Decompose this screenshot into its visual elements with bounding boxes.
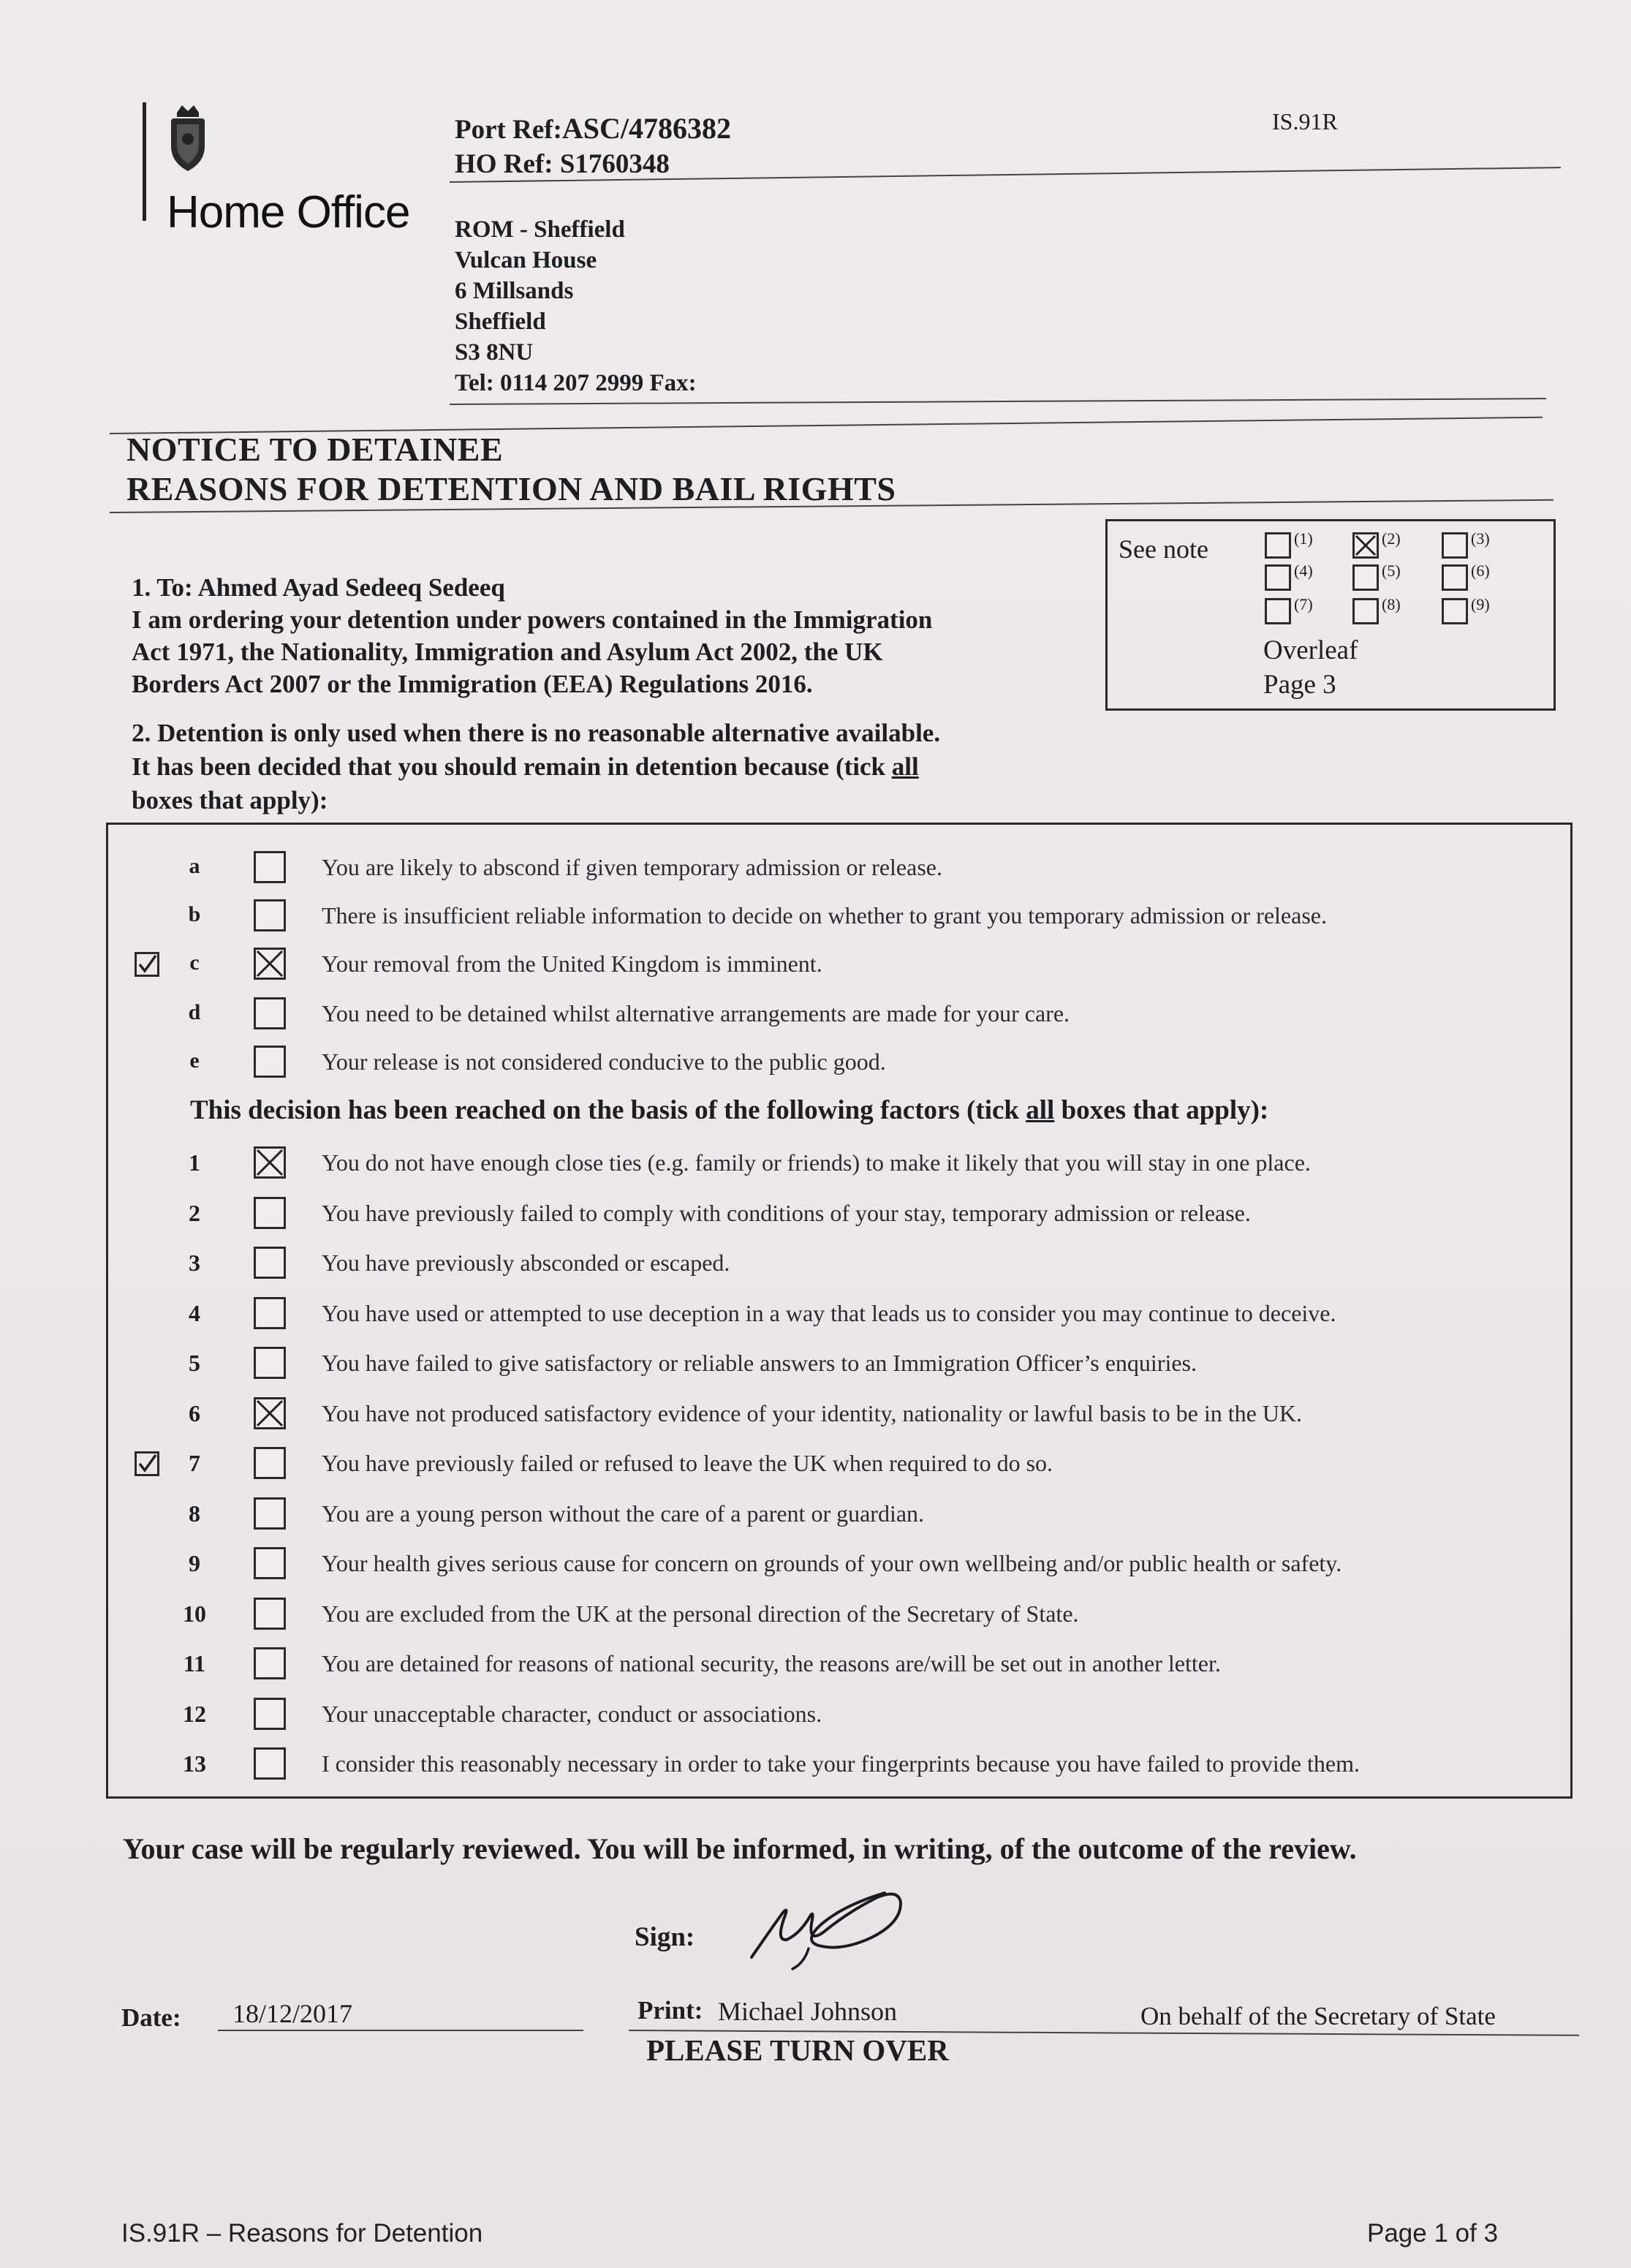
factors-key: 3 — [189, 1250, 200, 1276]
see-note-checkbox[interactable] — [1352, 564, 1379, 591]
factors-heading: This decision has been reached on the basis of the following factors (tick all boxes that apply): — [190, 1095, 1269, 1125]
factors-text: Your health gives serious cause for concern on grounds of your own wellbeing and/or public health or safety. — [322, 1550, 1342, 1576]
factors-key: 13 — [183, 1750, 206, 1777]
reasons-text: You need to be detained whilst alternative arrangements are made for your care. — [322, 1000, 1070, 1027]
reasons-text: There is insufficient reliable information to decide on whether to grant you temporary admission or release. — [322, 902, 1327, 929]
address-line-2: Vulcan House — [455, 247, 597, 273]
notice-subtitle: REASONS FOR DETENTION AND BAIL RIGHTS — [126, 470, 896, 507]
factors-text: You have previously failed or refused to leave the UK when required to do so. — [322, 1450, 1053, 1476]
factors-text: I consider this reasonably necessary in order to take your fingerprints because you have failed to provide them. — [322, 1750, 1360, 1777]
royal-crest-icon — [162, 102, 213, 175]
reasons-key: b — [188, 902, 201, 926]
address-telephone: Tel: 0114 207 2999 Fax: — [455, 370, 697, 396]
factors-checkbox[interactable] — [254, 1247, 286, 1279]
factors-checkbox[interactable] — [254, 1447, 286, 1479]
cross-mark-icon — [256, 950, 284, 978]
section2-line-1: 2. Detention is only used when there is no reasonable alternative available. — [132, 719, 941, 747]
see-note-checkbox[interactable] — [1442, 532, 1468, 559]
reasons-checkbox[interactable] — [254, 1046, 286, 1078]
see-note-overleaf: Overleaf — [1263, 635, 1358, 665]
tick-mark-icon — [137, 954, 157, 975]
on-behalf-text: On behalf of the Secretary of State — [1140, 2002, 1496, 2030]
address-line-3: 6 Millsands — [455, 278, 574, 304]
see-note-number: (1) — [1294, 529, 1313, 548]
factors-checkbox[interactable] — [254, 1297, 286, 1329]
factors-key: 6 — [189, 1400, 200, 1426]
see-note-number: (3) — [1471, 529, 1490, 548]
print-name: Michael Johnson — [718, 1997, 897, 2026]
detention-powers-line-1: I am ordering your detention under powers contained in the Immigration — [132, 605, 933, 634]
cross-mark-icon — [1355, 534, 1377, 556]
factors-text: You have previously failed to comply with conditions of your stay, temporary admission or release. — [322, 1200, 1251, 1226]
factors-text: You have previously absconded or escaped. — [322, 1250, 730, 1276]
factors-text: You have failed to give satisfactory or reliable answers to an Immigration Officer’s enquiries. — [322, 1350, 1197, 1376]
factors-checkbox[interactable] — [254, 1197, 286, 1229]
reasons-text: Your release is not considered conducive to the public good. — [322, 1048, 886, 1075]
crest-rule — [143, 102, 146, 221]
see-note-checkbox[interactable] — [1265, 598, 1291, 624]
factors-key: 1 — [189, 1149, 200, 1176]
see-note-number: (8) — [1382, 595, 1401, 613]
factors-key: 11 — [183, 1650, 206, 1677]
port-ref: Port Ref:ASC/4786382 — [455, 112, 732, 145]
print-label: Print: — [637, 1996, 703, 2025]
see-note-checkbox[interactable] — [1352, 598, 1379, 624]
sign-label: Sign: — [635, 1922, 695, 1952]
factors-checkbox[interactable] — [254, 1598, 286, 1630]
factors-text: You have not produced satisfactory evidence of your identity, nationality or lawful basis to be in the UK. — [322, 1400, 1303, 1426]
recipient-line: 1. To: Ahmed Ayad Sedeeq Sedeeq — [132, 573, 505, 602]
factors-key: 9 — [189, 1550, 200, 1576]
see-note-checkbox[interactable] — [1442, 598, 1468, 624]
factors-checkbox[interactable] — [254, 1698, 286, 1730]
factors-checkbox[interactable] — [254, 1547, 286, 1579]
detention-powers-line-3: Borders Act 2007 or the Immigration (EEA) Regulations 2016. — [132, 670, 813, 698]
factors-key: 10 — [183, 1600, 206, 1627]
turn-over-notice: PLEASE TURN OVER — [646, 2033, 949, 2067]
address-line-1: ROM - Sheffield — [455, 216, 625, 243]
footer-page-number: Page 1 of 3 — [1367, 2219, 1499, 2248]
reasons-text: Your removal from the United Kingdom is imminent. — [322, 950, 822, 977]
see-note-number: (9) — [1471, 595, 1490, 613]
review-notice: Your case will be regularly reviewed. You will be informed, in writing, of the outcome of the review. — [123, 1832, 1357, 1865]
factors-checkbox[interactable] — [254, 1397, 286, 1429]
address-line-5: S3 8NU — [455, 339, 534, 366]
tick-mark-icon — [137, 1454, 157, 1474]
factors-checkbox[interactable] — [254, 1497, 286, 1530]
factors-text: You have used or attempted to use deception in a way that leads us to consider you may continue to deceive. — [322, 1300, 1336, 1326]
reasons-checkbox[interactable] — [254, 997, 286, 1029]
organisation-name: Home Office — [167, 187, 410, 238]
factors-text: You are detained for reasons of national security, the reasons are/will be set out in another letter. — [322, 1650, 1221, 1677]
ho-ref: HO Ref: S1760348 — [455, 149, 670, 179]
reasons-checkbox[interactable] — [254, 899, 286, 931]
see-note-number: (5) — [1382, 562, 1401, 580]
address-rule — [450, 398, 1546, 405]
reasons-text: You are likely to abscond if given temporary admission or release. — [322, 854, 942, 880]
see-note-page-ref: Page 3 — [1263, 670, 1336, 700]
cross-mark-icon — [256, 1149, 284, 1176]
reasons-key: d — [188, 1000, 201, 1024]
factors-text: You are excluded from the UK at the personal direction of the Secretary of State. — [322, 1600, 1079, 1627]
factors-checkbox[interactable] — [254, 1647, 286, 1679]
see-note-number: (2) — [1382, 529, 1401, 548]
see-note-number: (4) — [1294, 562, 1313, 580]
reasons-checkbox[interactable] — [254, 948, 286, 980]
address-line-4: Sheffield — [455, 309, 546, 335]
see-note-checkbox[interactable] — [1265, 564, 1291, 591]
factors-checkbox[interactable] — [254, 1146, 286, 1179]
factors-text: You do not have enough close ties (e.g. family or friends) to make it likely that you will stay in one place. — [322, 1149, 1311, 1176]
factors-key: 5 — [189, 1350, 200, 1376]
factors-key: 12 — [183, 1701, 206, 1727]
section2-line-3: boxes that apply): — [132, 786, 328, 814]
date-value: 18/12/2017 — [232, 1999, 353, 2028]
factors-key: 8 — [189, 1500, 200, 1527]
see-note-label: See note — [1119, 534, 1208, 564]
notice-title: NOTICE TO DETAINEE — [126, 431, 504, 468]
see-note-checkbox[interactable] — [1265, 532, 1291, 559]
factors-text: You are a young person without the care of a parent or guardian. — [322, 1500, 925, 1527]
factors-key: 4 — [189, 1300, 200, 1326]
see-note-number: (6) — [1471, 562, 1490, 580]
date-label: Date: — [121, 2003, 181, 2032]
factors-key: 7 — [189, 1450, 200, 1476]
see-note-number: (7) — [1294, 595, 1313, 613]
see-note-checkbox[interactable] — [1442, 564, 1468, 591]
factors-checkbox[interactable] — [254, 1347, 286, 1379]
reasons-key: a — [189, 854, 200, 878]
reasons-checkbox[interactable] — [254, 851, 286, 883]
factors-key: 2 — [189, 1200, 200, 1226]
cross-mark-icon — [256, 1399, 284, 1427]
footer-form-title: IS.91R – Reasons for Detention — [121, 2219, 483, 2248]
form-code: IS.91R — [1272, 108, 1338, 135]
date-rule — [218, 2030, 583, 2031]
factors-text: Your unacceptable character, conduct or associations. — [322, 1701, 822, 1727]
factors-checkbox[interactable] — [254, 1747, 286, 1780]
reasons-key: e — [189, 1048, 200, 1073]
margin-tick-box — [135, 1451, 159, 1476]
reasons-key: c — [189, 950, 200, 975]
handwritten-signature — [738, 1875, 914, 1985]
section2-line-2: It has been decided that you should remain in detention because (tick all — [132, 752, 919, 781]
detention-powers-line-2: Act 1971, the Nationality, Immigration and Asylum Act 2002, the UK — [132, 638, 883, 666]
margin-tick-box — [135, 952, 159, 977]
see-note-checkbox[interactable] — [1352, 532, 1379, 559]
